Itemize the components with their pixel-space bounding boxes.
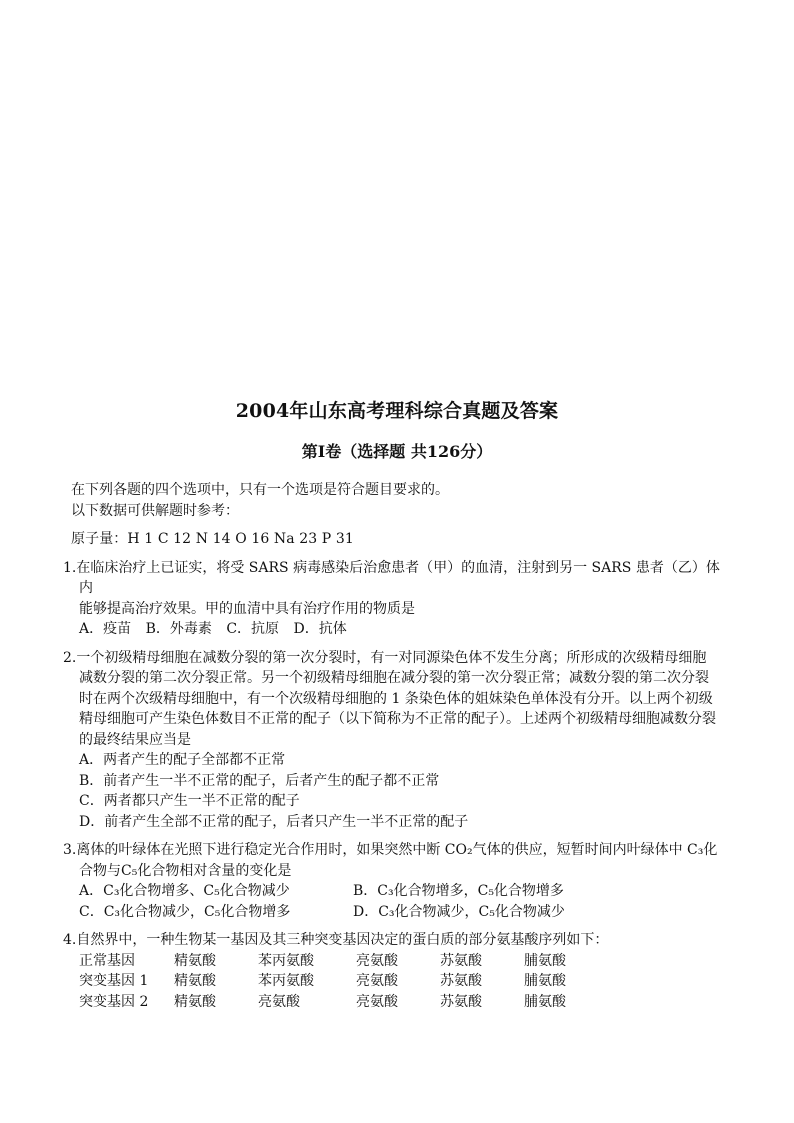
- table-row-2-cell-5: 脯氨酸: [524, 973, 566, 989]
- table-row-2-cell-3: 亮氨酸: [356, 973, 398, 989]
- exam-content: [63, 480, 728, 1020]
- table-row-1-gene: 正常基因: [79, 952, 135, 969]
- question-3-stem: [63, 840, 728, 881]
- question-3-option-b: B．C₃化合物增多，C₅化合物增多: [353, 883, 564, 899]
- question-4-line-1: 4.自然界中，一种生物某一基因及其三种突变基因决定的蛋白质的部分氨基酸序列如下：: [63, 932, 609, 948]
- question-3-option-c: C．C₃化合物减少，C₅化合物增多: [79, 903, 291, 920]
- table-row-1-cell-3: 亮氨酸: [356, 952, 398, 969]
- question-2-option-c: C．两者都只产生一半不正常的配子: [79, 793, 300, 809]
- question-2-line-5: 的最终结果应当是: [79, 731, 191, 748]
- table-row-3-cell-5: 脯氨酸: [524, 993, 566, 1010]
- amino-acid-sequence-table: [63, 951, 728, 1013]
- question-3-option-a: A．C₃化合物增多、C₅化合物减少: [79, 883, 290, 899]
- question-2-option-d: D．前者产生全部不正常的配子，后者只产生一半不正常的配子: [79, 813, 469, 830]
- question-4: [63, 930, 728, 1012]
- table-row-3-cell-1: 精氨酸: [174, 993, 216, 1010]
- question-4-stem: [63, 930, 728, 951]
- question-3-line-2: 合物与C₅化合物相对含量的变化是: [79, 862, 292, 879]
- question-1-line-2: 能够提高治疗效果。甲的血清中具有治疗作用的物质是: [79, 600, 415, 617]
- table-row-2-cell-1: 精氨酸: [174, 973, 216, 989]
- question-2-line-3: 时在两个次级精母细胞中，有一个次级精母细胞的 1 条染色体的姐妹染色单体没有分开。以上两个初级: [79, 690, 713, 707]
- table-row-3-cell-2: 亮氨酸: [258, 993, 300, 1010]
- question-3-option-d: D．C₃化合物减少，C₅化合物减少: [353, 903, 565, 920]
- question-2-line-2: 减数分裂的第二次分裂正常。另一个初级精母细胞在减分裂的第一次分裂正常；减数分裂的第二次分裂: [79, 670, 709, 686]
- question-3: [63, 840, 728, 922]
- table-row-1-cell-1: 精氨酸: [174, 952, 216, 969]
- question-2-option-b: B．前者产生一半不正常的配子，后者产生的配子都不正常: [79, 772, 440, 789]
- question-3-options: [63, 881, 728, 922]
- question-1-option-d: D．抗体: [293, 621, 347, 637]
- document-title: 2004年山东高考理科综合真题及答案: [235, 400, 559, 422]
- question-1-option-a: A．疫苗: [79, 621, 132, 637]
- table-row-1-cell-5: 脯氨酸: [524, 952, 566, 969]
- intro-instruction: 在下列各题的四个选项中，只有一个选项是符合题目要求的。: [71, 482, 449, 498]
- question-2: [63, 648, 728, 833]
- question-1-line-1: 1.在临床治疗上已证实，将受 SARS 病毒感染后治愈患者（甲）的血清，注射到另一 SARS 患者（乙）体内: [63, 559, 720, 596]
- question-2-line-4: 精母细胞可产生染色体数目不正常的配子（以下简称为不正常的配子）。上述两个初级精母细胞减数分裂: [79, 711, 716, 727]
- table-row-2-gene: 突变基因 1: [79, 973, 149, 989]
- intro-reference-note: 以下数据可供解题时参考：: [71, 502, 239, 519]
- table-row-3-cell-3: 亮氨酸: [356, 993, 398, 1010]
- question-2-stem: [63, 648, 728, 751]
- table-row-1-cell-4: 苏氨酸: [440, 952, 482, 969]
- question-1-options: [63, 619, 728, 640]
- question-1-option-b: B．外毒素: [145, 621, 212, 637]
- question-1: [63, 558, 728, 640]
- question-2-line-1: 2.一个初级精母细胞在减数分裂的第一次分裂时，有一对同源染色体不发生分离；所形成的次级精母细胞: [63, 649, 707, 666]
- table-row-3-cell-4: 苏氨酸: [440, 993, 482, 1010]
- table-row-2-cell-4: 苏氨酸: [440, 973, 482, 989]
- question-1-stem: [63, 558, 728, 620]
- question-1-option-c: C．抗原: [226, 621, 280, 637]
- question-2-option-a: A．两者产生的配子全部都不正常: [79, 752, 286, 768]
- table-row-1-cell-2: 苯丙氨酸: [258, 952, 314, 969]
- question-3-line-1: 3.离体的叶绿体在光照下进行稳定光合作用时，如果突然中断 CO₂气体的供应，短暂时间内叶绿体中 C₃化: [63, 842, 718, 858]
- section-heading: 第Ⅰ卷（选择题 共126分）: [301, 442, 493, 461]
- table-row-3-gene: 突变基因 2: [79, 993, 149, 1010]
- atomic-mass-line: 原子量：H 1 C 12 N 14 O 16 Na 23 P 31: [71, 531, 354, 547]
- table-row-2-cell-2: 苯丙氨酸: [258, 973, 314, 989]
